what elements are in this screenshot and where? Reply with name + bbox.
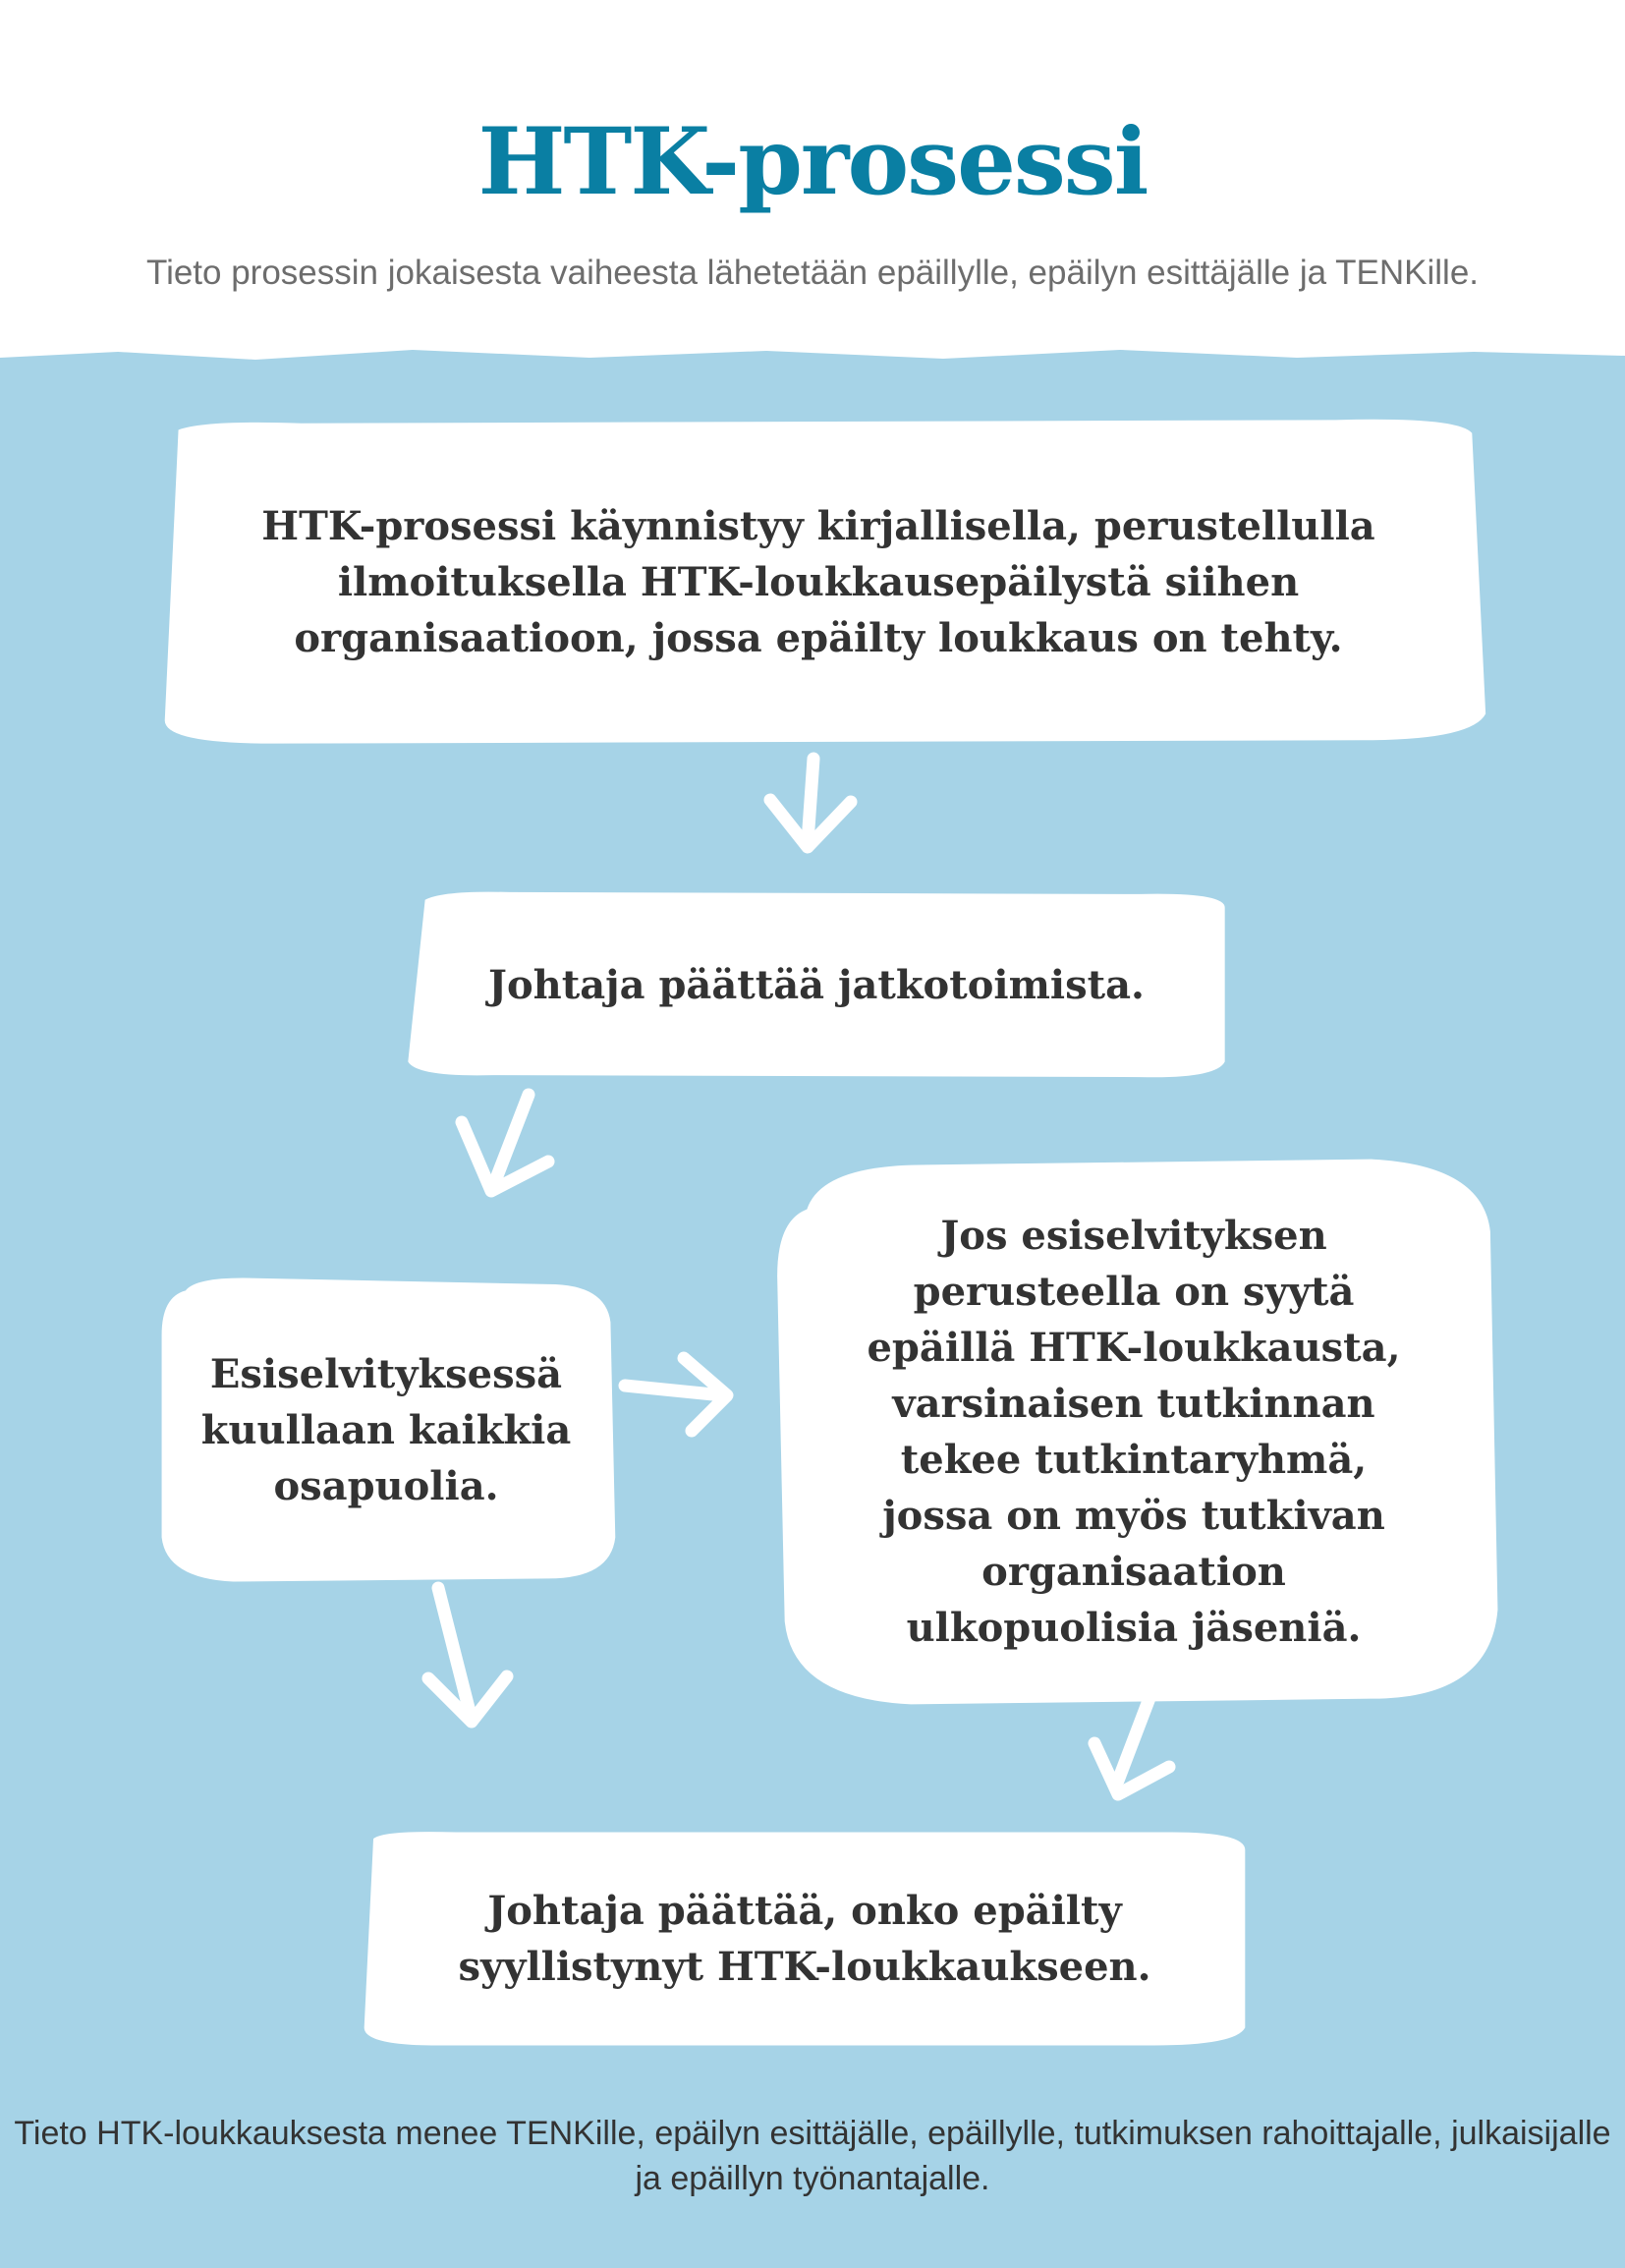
chevron-down-arrow-icon	[428, 1588, 507, 1722]
page-subtitle: Tieto prosessin jokaisesta vaiheesta lähetetään epäillylle, epäilyn esittäjälle ja TENKille.	[145, 254, 1480, 292]
step-start-text: HTK-prosessi käynnistyy kirjallisella, perustellulla ilmoituksella HTK-loukkausepäilystä siihen organisaatioon, jossa epäilty loukkaus on tehty.	[261, 502, 1375, 661]
step-decide-followup-text: Johtaja päättää jatkotoimista.	[488, 961, 1145, 1008]
page-title: HTK-prosessi	[477, 108, 1148, 216]
step-verdict-text: Johtaja päättää, onko epäilty syyllistynyt HTK-loukkaukseen.	[458, 1888, 1151, 1990]
chevron-down-arrow-icon	[770, 759, 851, 847]
step-preliminary-text: Esiselvityksessä kuullaan kaikkia osapuolia.	[200, 1350, 572, 1509]
process-panel	[0, 346, 1625, 2268]
footer-note: Tieto HTK-loukkauksesta menee TENKille, epäilyn esittäjälle, epäillylle, tutkimuksen rahoittajalle, julkaisijalle ja epäillyn työnantajalle.	[14, 2115, 1611, 2197]
connector-arrows	[0, 346, 1625, 2268]
chevron-down-arrow-icon	[1094, 1698, 1169, 1794]
step-investigation-text: Jos esiselvityksen perusteella on syytä epäillä HTK-loukkausta, varsinaisen tutkinnan tekee tutkintaryhmä, jossa on myös tutkivan organisaation ulkopuolisia jäseniä.	[867, 1213, 1401, 1651]
chevron-right-arrow-icon	[625, 1358, 727, 1431]
chevron-down-arrow-icon	[462, 1095, 548, 1191]
